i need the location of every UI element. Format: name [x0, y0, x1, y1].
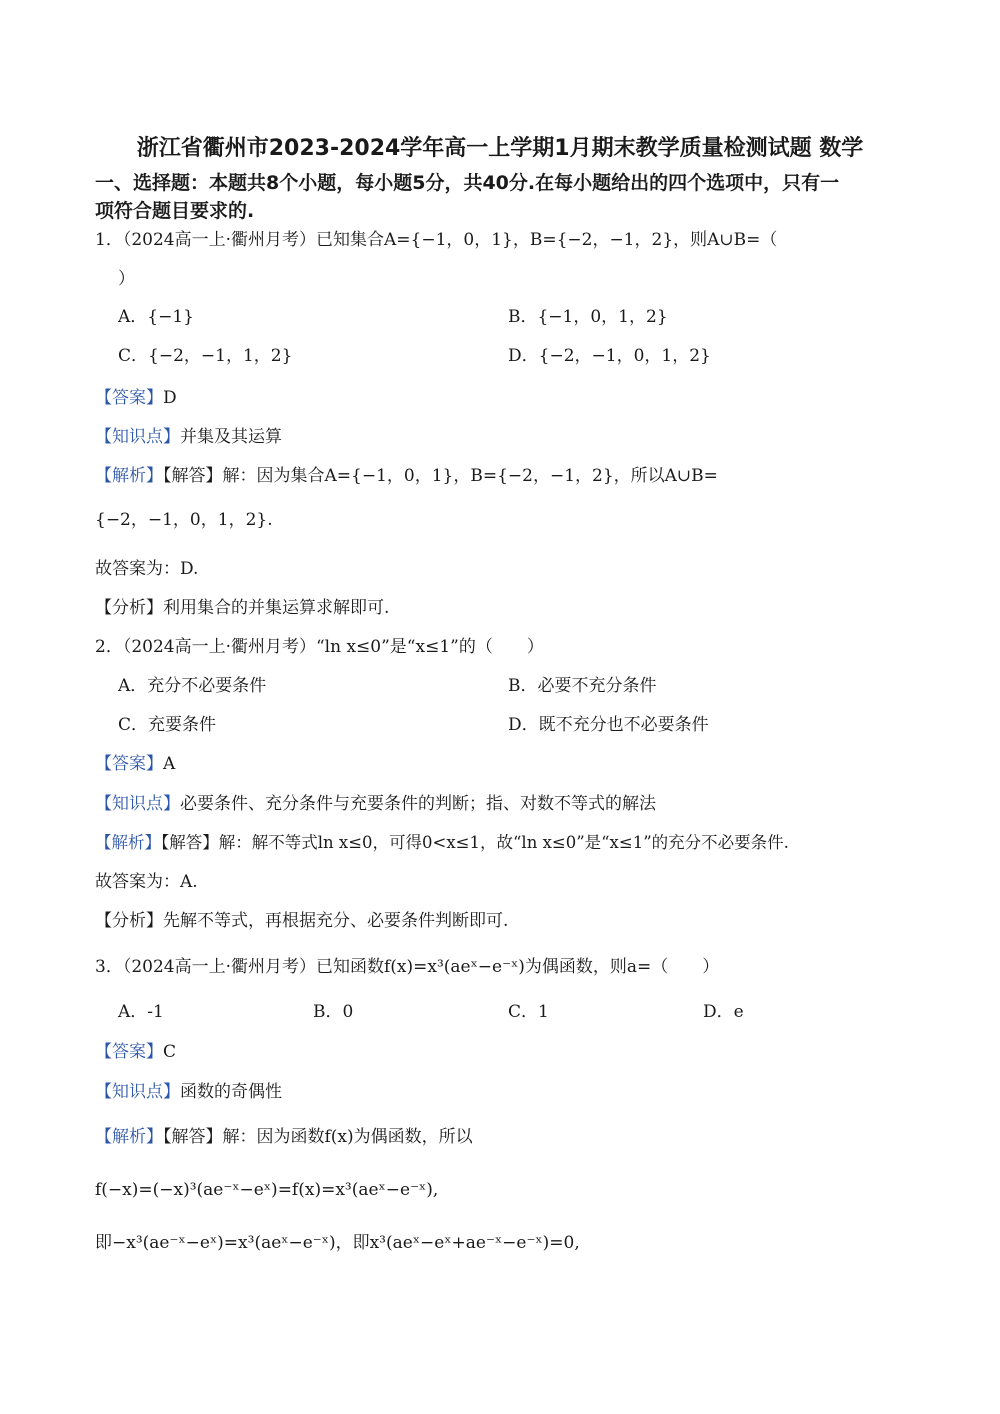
analysis-label: 【解析】: [95, 833, 161, 852]
knowledge-label: 【知识点】: [95, 1082, 180, 1102]
q2-solution-row: [95, 833, 789, 853]
q2-option-c: C．充要条件: [118, 715, 217, 735]
page-title: 浙江省衢州市2023-2024学年高一上学期1月期末教学质量检测试题 数学: [136, 136, 864, 161]
q3-solution-row: [95, 1127, 473, 1147]
q3-option-d: D．e: [703, 1002, 744, 1022]
knowledge-label: 【知识点】: [95, 427, 180, 447]
q3-option-c: C．1: [508, 1002, 549, 1022]
analysis-text-label: 【分析】: [95, 598, 163, 618]
analysis-label: 【解析】: [95, 1127, 163, 1147]
q2-stem: 2．（2024高一上·衢州月考）“ln x≤0”是“x≤1”的（ ）: [95, 637, 544, 657]
section-heading-line2: 项符合题目要求的.: [95, 200, 255, 222]
q2-conclusion: 故答案为：A.: [95, 872, 198, 892]
q2-analysis-row: [95, 911, 508, 931]
analysis-text-label: 【分析】: [95, 911, 163, 931]
q2-option-b: B．必要不充分条件: [508, 676, 657, 696]
q3-knowledge: 函数的奇偶性: [180, 1082, 282, 1102]
q1-solution: 【解答】解：因为集合A={−1，0，1}，B={−2，−1，2}，所以A∪B=: [163, 466, 718, 486]
q1-analysis-row: [95, 598, 389, 618]
answer-label: 【答案】: [95, 1042, 163, 1062]
knowledge-label: 【知识点】: [95, 794, 180, 814]
q1-conclusion: 故答案为：D.: [95, 559, 199, 579]
analysis-label: 【解析】: [95, 466, 163, 486]
q3-equation-1: f(−x)=(−x)³(ae⁻ˣ−eˣ)=f(x)=x³(aeˣ−e⁻ˣ),: [95, 1180, 439, 1200]
q3-knowledge-row: [95, 1082, 282, 1102]
q3-option-a: A．-1: [118, 1002, 164, 1022]
q3-answer: C: [163, 1042, 177, 1062]
q2-solution: 【解答】解：解不等式ln x≤0，可得0<x≤1，故“ln x≤0”是“x≤1”的充分不必要条件.: [161, 833, 789, 852]
q3-option-b: B．0: [313, 1002, 354, 1022]
q2-analysis: 先解不等式，再根据充分、必要条件判断即可.: [163, 911, 509, 931]
q3-solution: 【解答】解：因为函数f(x)为偶函数，所以: [163, 1127, 473, 1147]
q3-equation-2: 即−x³(ae⁻ˣ−eˣ)=x³(aeˣ−e⁻ˣ)，即x³(aeˣ−eˣ+ae⁻ˣ−e⁻ˣ)=0,: [95, 1233, 580, 1253]
q1-answer: D: [163, 388, 177, 408]
q1-answer-row: [95, 388, 177, 408]
q1-option-d: D．{−2，−1，0，1，2}: [508, 346, 711, 366]
q2-answer-row: [95, 754, 175, 774]
q3-answer-row: [95, 1042, 176, 1062]
q1-knowledge-row: [95, 427, 282, 447]
q2-option-d: D．既不充分也不必要条件: [508, 715, 709, 735]
q2-knowledge: 必要条件、充分条件与充要条件的判断；指、对数不等式的解法: [180, 794, 656, 814]
section-heading-line1: 一、选择题：本题共8个小题，每小题5分，共40分.在每小题给出的四个选项中，只有一: [95, 172, 840, 194]
q3-stem: 3．（2024高一上·衢州月考）已知函数f(x)=x³(aeˣ−e⁻ˣ)为偶函数，则a=（ ）: [95, 957, 720, 977]
q1-stem: 1．（2024高一上·衢州月考）已知集合A={−1，0，1}，B={−2，−1，2}，则A∪B=（: [95, 230, 778, 250]
q1-option-a: A．{−1}: [118, 307, 194, 327]
q1-knowledge: 并集及其运算: [180, 427, 282, 447]
q1-option-c: C．{−2，−1，1，2}: [118, 346, 293, 366]
q1-option-b: B．{−1，0，1，2}: [508, 307, 668, 327]
answer-label: 【答案】: [95, 754, 163, 774]
q1-solution-row: [95, 466, 718, 486]
q2-knowledge-row: [95, 794, 656, 814]
answer-label: 【答案】: [95, 388, 163, 408]
q2-option-a: A．充分不必要条件: [118, 676, 267, 696]
q1-solution-cont: {−2，−1，0，1，2}.: [95, 510, 273, 530]
q1-analysis: 利用集合的并集运算求解即可.: [163, 598, 390, 618]
q2-answer: A: [163, 754, 176, 774]
q1-stem-close: ）: [118, 269, 135, 289]
